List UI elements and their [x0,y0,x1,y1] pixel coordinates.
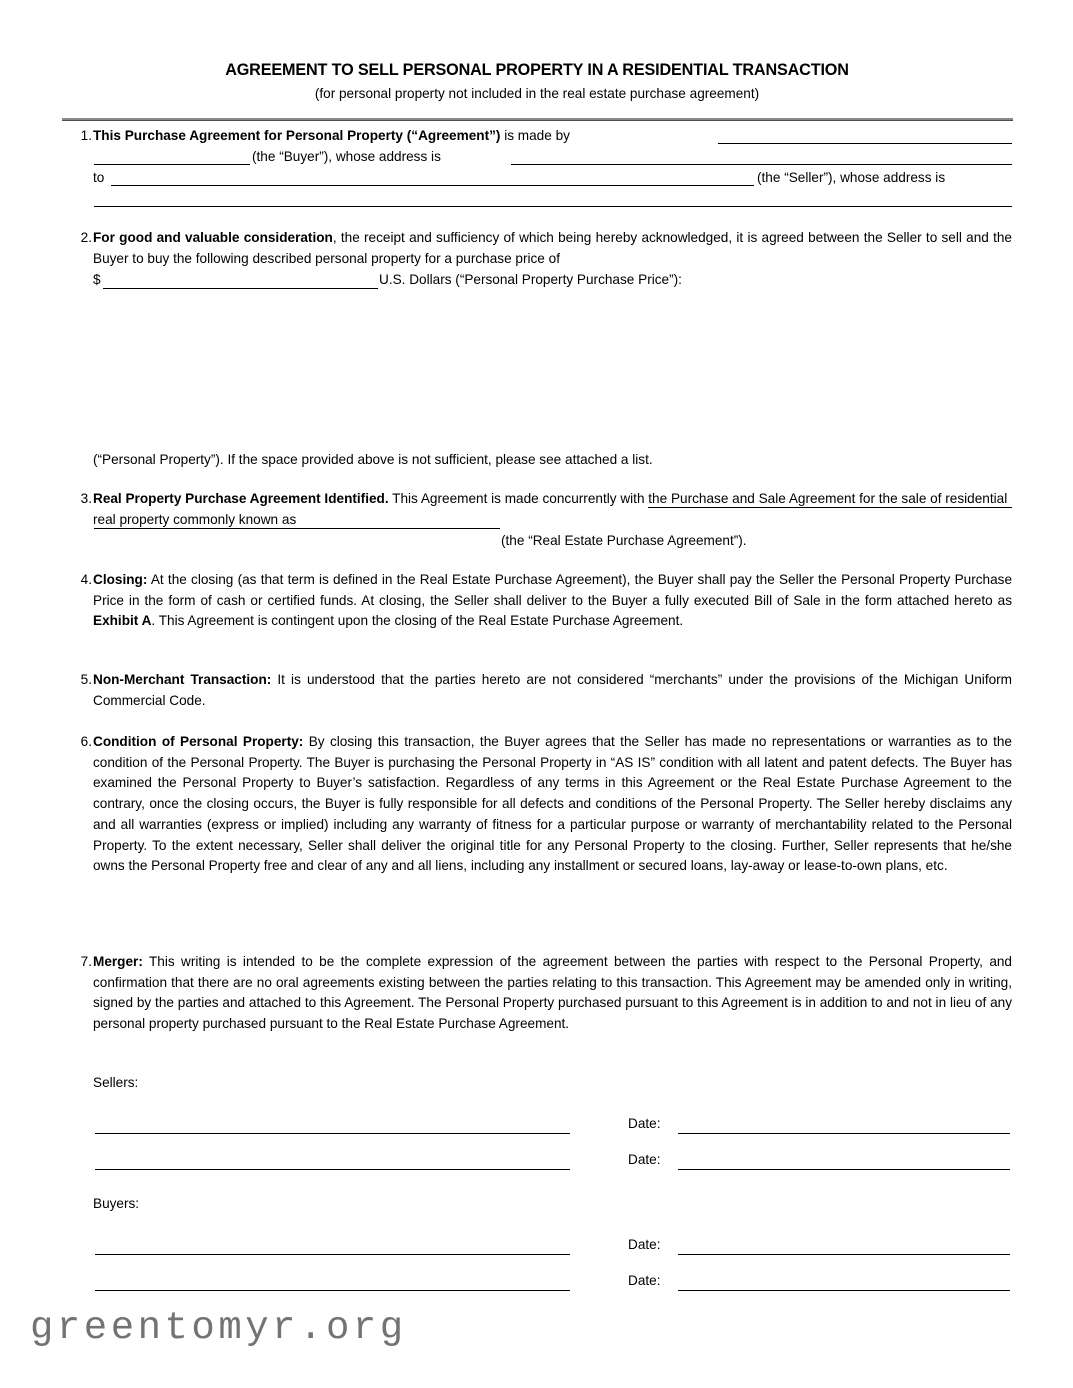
site-watermark: greentomyr.org [30,1306,407,1350]
clause-6-body [93,732,1012,877]
personal-property-description-area[interactable] [93,305,1012,445]
clause-5-body [93,670,1012,711]
clause-6-text: By closing this transaction, the Buyer agrees that the Seller has made no representations or warranties as to the condition of the Personal Property. The Buyer is purchasing the Personal Property in “AS IS” condition with all latent and patent defects. The Buyer has examined the Personal Property to Buyer’s satisfaction. Regardless of any terms in this Agreement or the Real Estate Purchase Agreement to the contrary, once the closing occurs, the Buyer is fully responsible for all defects and conditions of the Personal Property. The Seller hereby disclaims any and all warranties (express or implied) including any warranty of fitness for a particular purpose or warranty of merchantability related to the Personal Property. To the extent necessary, Seller shall deliver the original title for any Personal Property to the closing. Further, Seller represents that he/she owns the Personal Property free and clear of any and all liens, including any installment or secured loans, lay-away or lease-to-own plans, etc. [93,734,1012,874]
clause-4-text-part-1: At the closing (as that term is defined in the Real Estate Purchase Agreement), the Buyer shall pay the Seller the Personal Property Purchase Price in the form of cash or certified funds. At closing, the Seller shall deliver to the Buyer a fully executed Bill of Sale in the form attached hereto as [93,572,1012,608]
clause-2-body [93,228,1012,269]
clause-4-text-part-2: . This Agreement is contingent upon the closing of the Real Estate Purchase Agreement. [151,613,684,629]
seller-signature-line-1[interactable] [95,1133,570,1134]
clause-2-price-suffix: U.S. Dollars (“Personal Property Purchase Price”): [379,272,682,287]
buyer-name-blank-a[interactable] [718,143,1012,144]
seller-address-blank[interactable] [94,206,1012,207]
seller-date-label-2: Date: [628,1152,661,1167]
clause-4-body [93,570,1012,632]
page-title: AGREEMENT TO SELL PERSONAL PROPERTY IN A RESIDENTIAL TRANSACTION [225,61,849,79]
clause-number-6: 6. [80,734,92,749]
buyers-label: Buyers: [93,1196,140,1211]
clause-1-heading: This Purchase Agreement for Personal Property (“Agreement”) [93,128,501,143]
clause-3-body [93,489,1012,530]
clause-number-1: 1. [80,128,92,143]
clause-1-line-2: (the “Buyer”), whose address is [252,149,441,164]
exhibit-a-reference: Exhibit A [93,613,152,629]
buyer-signature-line-2[interactable] [95,1290,570,1291]
clause-number-4: 4. [80,572,92,587]
clause-3-text: This Agreement is made concurrently with the Purchase and Sale Agreement for the sale of residential real property commonly known as [93,491,1008,527]
clause-7-text: This writing is intended to be the complete expression of the agreement between the parties with respect to the Personal Property, and confirmation that there are no oral agreements existing between the parties relating to this transaction. This Agreement may be amended only in writing, signed by the parties and attached to this Agreement. The Personal Property purchased pursuant to this Agreement is in addition to and not in lieu of any personal property purchased pursuant to the Real Estate Purchase Agreement. [93,954,1012,1032]
clause-number-3: 3. [80,491,92,506]
buyer-date-line-1[interactable] [678,1254,1010,1255]
seller-name-blank[interactable] [111,185,754,186]
clause-4-heading: Closing: [93,572,148,587]
clause-5-heading: Non-Merchant Transaction: [93,672,272,687]
seller-date-line-1[interactable] [678,1133,1010,1134]
buyer-date-line-2[interactable] [678,1290,1010,1291]
seller-date-line-2[interactable] [678,1169,1010,1170]
clause-number-2: 2. [80,230,92,245]
personal-property-note: (“Personal Property”). If the space provided above is not sufficient, please see attached a list. [93,452,653,467]
clause-7-body [93,952,1012,1035]
sellers-label: Sellers: [93,1075,139,1090]
header-divider [62,118,1013,121]
clause-1-line-3-suffix: (the “Seller”), whose address is [757,170,946,185]
purchase-price-blank[interactable] [103,288,378,289]
clause-1-line-3-prefix: to [93,170,105,185]
real-property-address-blank-a[interactable] [648,507,1012,508]
page-subtitle: (for personal property not included in the real estate purchase agreement) [314,86,760,101]
clause-3-line-2-suffix: (the “Real Estate Purchase Agreement”). [501,533,747,548]
clause-2-text: , the receipt and sufficiency of which being hereby acknowledged, it is agreed between the Seller to sell and the Buyer to buy the following described personal property for a purchase price of [93,230,1012,266]
buyer-date-label-2: Date: [628,1273,661,1288]
clause-number-7: 7. [80,954,92,969]
clause-3-heading: Real Property Purchase Agreement Identified. [93,491,389,506]
real-property-address-blank-b[interactable] [94,528,500,529]
clause-7-heading: Merger: [93,954,143,969]
seller-signature-line-2[interactable] [95,1169,570,1170]
clause-number-5: 5. [80,672,92,687]
buyer-signature-line-1[interactable] [95,1254,570,1255]
buyer-date-label-1: Date: [628,1237,661,1252]
clause-1-text: is made by [500,128,570,143]
purchase-price-dollar-sign: $ [93,272,101,287]
clause-6-heading: Condition of Personal Property: [93,734,304,749]
seller-date-label-1: Date: [628,1116,661,1131]
clause-5-text: It is understood that the parties hereto are not considered “merchants” under the provisions of the Michigan Uniform Commercial Code. [93,672,1013,708]
buyer-name-blank-b[interactable] [94,164,250,165]
buyer-address-blank[interactable] [511,164,1012,165]
clause-2-heading: For good and valuable consideration [93,230,333,245]
